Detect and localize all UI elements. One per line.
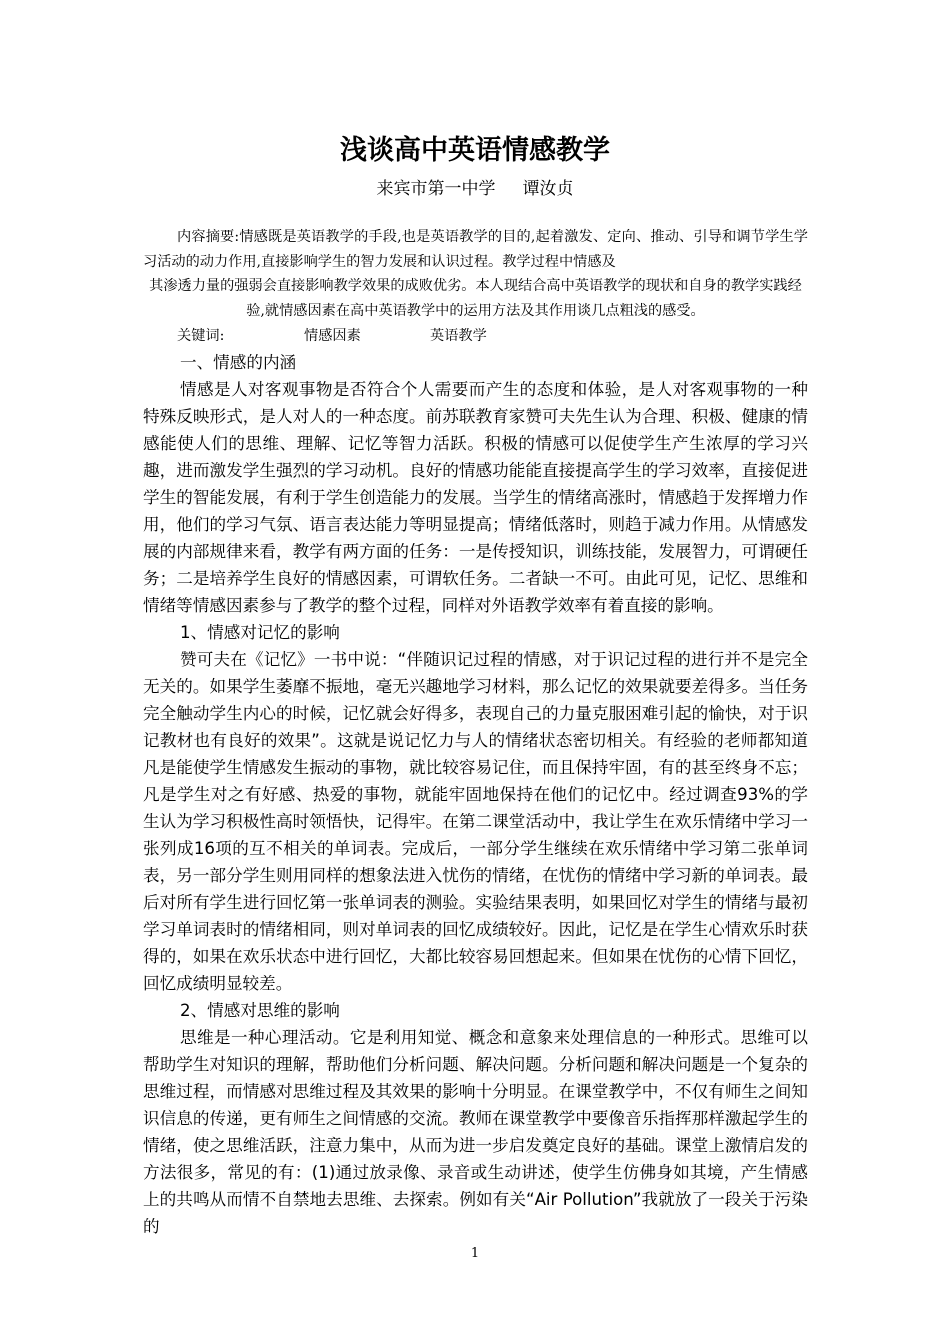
abstract-paragraph-2: 其渗透力量的强弱会直接影响教学效果的成败优劣。本人现结合高中英语教学的现状和自身的教学实践经验,就情感因素在高中英语教学中的运用方法及其作用谈几点粗浅的感受。 [149, 278, 802, 319]
abstract-paragraph-1: 内容摘要:情感既是英语教学的手段,也是英语教学的目的,起着激发、定向、推动、引导和调节学生学习活动的动力作用,直接影响学生的智力发展和认识过程。教学过程中情感及 [143, 229, 808, 270]
body-paragraph: 思维是一种心理活动。它是利用知觉、概念和意象来处理信息的一种形式。思维可以帮助学生对知识的理解，帮助他们分析问题、解决问题。分析问题和解决问题是一个复杂的思维过程，而情感对思维过程及其效果的影响十分明显。在课堂教学中，不仅有师生之间知识信息的传递，更有师生之间情感的交流。教师在课堂教学中要像音乐指挥那样激起学生的情绪，使之思维活跃，注意力集中，从而为进一步启发奠定良好的基础。课堂上激情启发的方法很多，常见的有：(1)通过放录像、录音或生动讲述，使学生仿佛身如其境，产生情感上的共鸣从而情不自禁地去思维、去探索。例如有关“Air Pollution”我就放了一段关于污染的 [143, 1028, 808, 1236]
body-paragraph: 情感是人对客观事物是否符合个人需要而产生的态度和体验，是人对客观事物的一种特殊反映形式，是人对人的一种态度。前苏联教育家赞可夫先生认为合理、积极、健康的情感能使人们的思维、理解、记忆等智力活跃。积极的情感可以促使学生产生浓厚的学习兴趣，进而激发学生强烈的学习动机。良好的情感功能能直接提高学生的学习效率，直接促进学生的智能发展，有利于学生创造能力的发展。当学生的情绪高涨时，情感趋于发挥增力作用，他们的学习气氛、语言表达能力等明显提高；情绪低落时，则趋于减力作用。从情感发展的内部规律来看，教学有两方面的任务：一是传授知识，训练技能，发展智力，可谓硬任务；二是培养学生良好的情感因素，可谓软任务。二者缺一不可。由此可见，记忆、思维和情绪等情感因素参与了教学的整个过程，同样对外语教学效率有着直接的影响。 [143, 380, 808, 615]
abstract [143, 225, 808, 323]
section-heading: 一、情感的内涵 [180, 353, 297, 372]
page-number: 1 [470, 1246, 480, 1261]
keywords [177, 325, 487, 347]
document-body [143, 349, 808, 1240]
author-line: 来宾市第一中学 谭汝贞 [376, 179, 574, 199]
body-paragraph: 赞可夫在《记忆》一书中说：“伴随识记过程的情感，对于识记过程的进行并不是完全无关的。如果学生萎靡不振地，毫无兴趣地学习材料，那么记忆的效果就要差得多。当任务完全触动学生内心的时候，记忆就会好得多，表现自己的力量克服困难引起的愉快，对于识记教材也有良好的效果”。这就是说记忆力与人的情绪状态密切相关。有经验的老师都知道凡是能使学生情感发生振动的事物，就比较容易记住，而且保持牢固，有的甚至终身不忘；凡是学生对之有好感、热爱的事物，就能牢固地保持在他们的记忆中。经过调查93%的学生认为学习积极性高时领悟快，记得牢。在第二课堂活动中，我让学生在欢乐情绪中学习一张列成16项的互不相关的单词表。完成后，一部分学生继续在欢乐情绪中学习第二张单词表，另一部分学生则用同样的想象法进入忧伤的情绪，在忧伤的情绪中学习新的单词表。最后对所有学生进行回忆第一张单词表的测验。实验结果表明，如果回忆对学生的情绪与最初学习单词表时的情绪相同，则对单词表的回忆成绩较好。因此，记忆是在学生心情欢乐时获得的，如果在欢乐状态中进行回忆，大都比较容易回想起来。但如果在忧伤的心情下回忆，回忆成绩明显较差。 [143, 650, 808, 993]
keyword-item: 英语教学 [430, 328, 487, 344]
document-title: 浅谈高中英语情感教学 [340, 135, 610, 166]
keywords-label: 关键词: [177, 328, 225, 344]
section-heading: 1、情感对记忆的影响 [180, 623, 340, 642]
keyword-item: 情感因素 [304, 328, 361, 344]
section-heading: 2、情感对思维的影响 [180, 1001, 340, 1020]
